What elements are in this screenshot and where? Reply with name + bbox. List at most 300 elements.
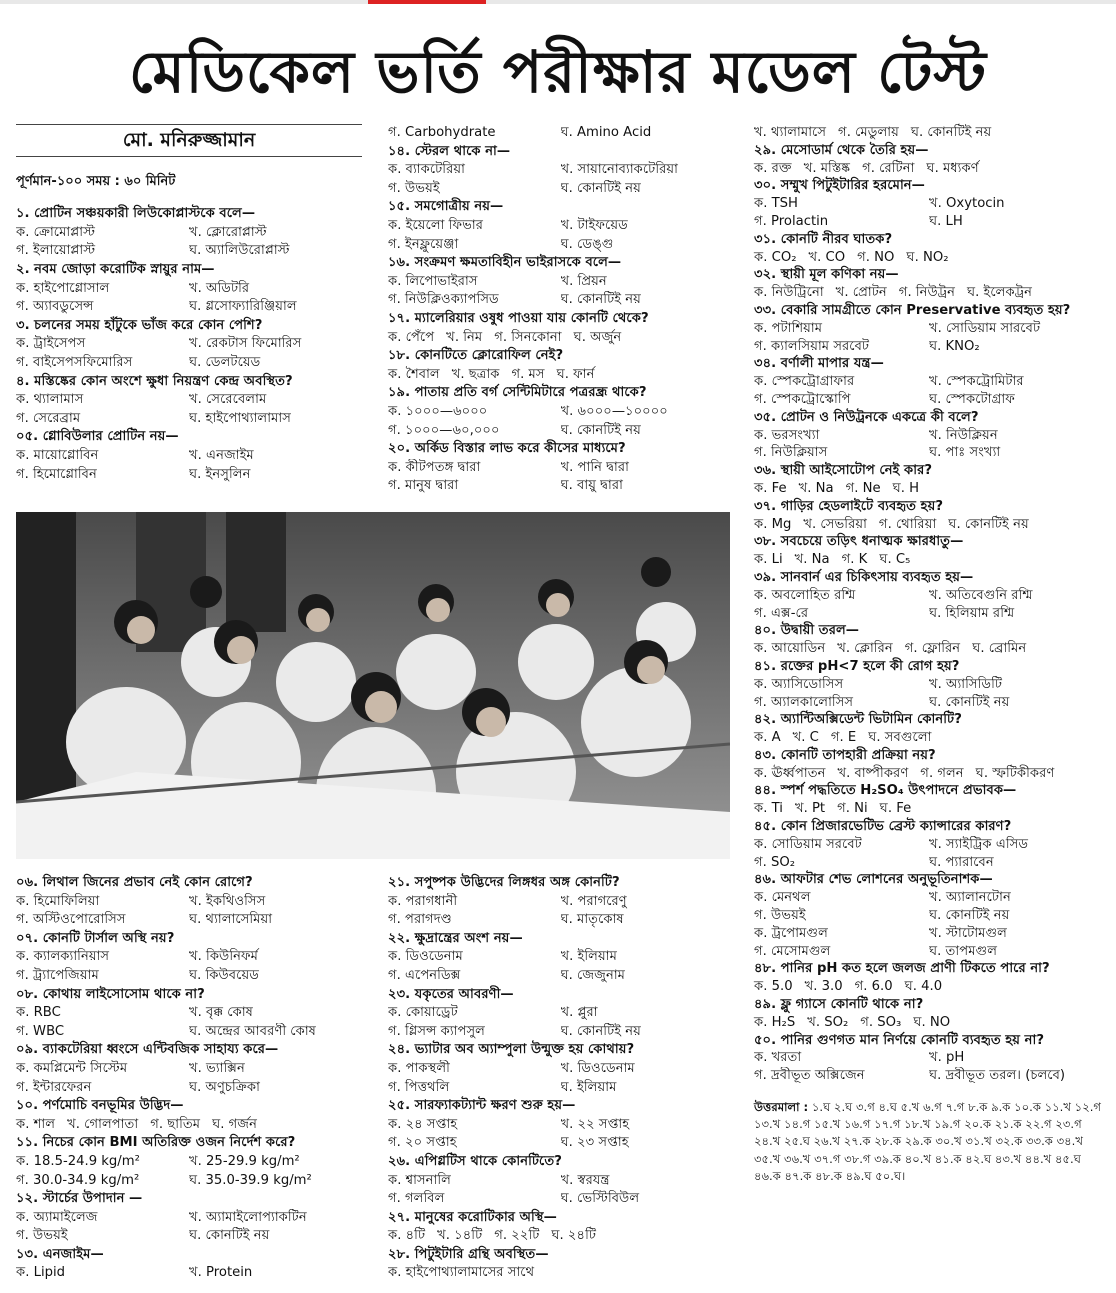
option: গ. E	[830, 730, 857, 746]
option-list	[388, 217, 733, 254]
option-list	[16, 1153, 362, 1190]
question-text: ৪৬. আফটার শেভ লোশনের অনুভূতিনাশক—	[754, 872, 993, 888]
question-text: ২৬. এপিগ্লটিস থাকে কোনটিতে?	[388, 1153, 562, 1169]
option: গ. বাইসেপসফিমোরিস	[16, 354, 133, 370]
question-text: ২১. সপুষ্পক উদ্ভিদের লিঙ্গধর অঙ্গ কোনটি?	[388, 875, 620, 890]
option: ঘ. NO₂	[906, 249, 949, 265]
option: খ. স্যাইট্রিক এসিড	[929, 836, 1029, 852]
option: ক. Mg	[754, 516, 792, 532]
option: ঘ. স্ফটিকীকরণ	[975, 765, 1055, 781]
question-text: ১৭. ম্যালেরিয়ার ওষুধ পাওয়া যায় কোনটি থেকে?	[388, 310, 649, 326]
option-list	[388, 948, 733, 985]
author-name: মো. মনিরুজ্জামান	[122, 129, 256, 151]
option: খ. Protein	[189, 1265, 253, 1281]
option: গ. WBC	[16, 1023, 65, 1039]
option: খ. রেকটাস ফিমোরিস	[189, 336, 302, 352]
question-text: ১৫. সমগোত্রীয় নয়—	[388, 199, 504, 215]
option-list	[16, 1060, 362, 1097]
option: ক. Ti	[754, 801, 783, 817]
option: ক. কোয়াড্রেট	[388, 1005, 458, 1021]
option: খ. অতিবেগুনি রশ্মি	[929, 587, 1033, 603]
option-list	[754, 249, 1104, 267]
option: গ. ১০০০—৬০,০০০	[388, 422, 500, 438]
option: গ. এপেনডিক্স	[388, 967, 461, 983]
option-list	[16, 948, 362, 985]
option-list	[754, 480, 1104, 498]
option: ঘ. H	[892, 480, 920, 496]
option: খ. ইলিয়াম	[560, 949, 617, 965]
option: ঘ. সবগুলো	[868, 730, 932, 746]
option: ক. মেনথল	[754, 890, 811, 906]
option: ক. A	[754, 730, 781, 746]
option: গ. সিনকোনা	[494, 329, 562, 345]
question-item	[754, 231, 1104, 267]
option-list	[16, 1209, 362, 1246]
option: ঘ. কোনটিই নয়	[910, 125, 992, 140]
question-text: ৩৬. স্থায়ী আইসোটোপ নেই কার?	[754, 463, 932, 479]
question-item	[16, 317, 362, 373]
option: গ. K	[841, 552, 868, 568]
option: ক. শাল	[16, 1116, 56, 1132]
full-marks: পূর্ণমান-১০০ সময় : ৬০ মিনিট	[16, 173, 176, 189]
question-text: ৪০. উদ্বায়ী তরল—	[754, 623, 859, 639]
option-list	[754, 284, 1104, 302]
question-item	[754, 533, 1104, 569]
option: খ. কিউনিফর্ম	[189, 949, 258, 965]
option: খ. অ্যাসিডিটি	[929, 676, 1003, 692]
question-text: ৫০. পানির গুণগত মান নির্ণয়ে কোনটি ব্যবহৃত হয় না?	[754, 1032, 1044, 1048]
option: গ. মেসোমগুল	[754, 943, 831, 959]
question-item	[16, 1246, 362, 1283]
column-2-bottom	[388, 874, 733, 1283]
option: ঘ. 35.0-39.9 kg/m²	[189, 1172, 312, 1188]
option: ক. নিউট্রিনো	[754, 285, 824, 301]
option: খ. নিম	[446, 329, 483, 345]
option: গ. উভয়ই	[388, 180, 440, 196]
question-item	[754, 1032, 1104, 1085]
option-list	[16, 224, 362, 261]
question-text: ৩১. কোনটি নীরব ঘাতক?	[754, 231, 893, 247]
question-item	[754, 355, 1104, 408]
option: ক. মায়োগ্লোবিন	[16, 447, 99, 463]
option: গ. 30.0-34.9 kg/m²	[16, 1172, 140, 1188]
option: খ. সোডিয়াম সারবেট	[929, 320, 1041, 336]
option: ক. রক্ত	[754, 160, 792, 176]
option: ঘ. ২৪টি	[551, 1228, 597, 1244]
question-text: ৪৫. কোন প্রিজারভেটিভ ব্রেস্ট ক্যান্সারের কারণ?	[754, 819, 1012, 835]
question-item	[388, 310, 733, 347]
option-list	[388, 1060, 733, 1097]
option: খ. প্লুরা	[560, 1005, 598, 1021]
question-item	[754, 498, 1104, 534]
option: খ. SO₂	[807, 1014, 849, 1030]
option: গ. হিমোগ্লোবিন	[16, 466, 97, 482]
option: ক. ট্রপোমগুল	[754, 925, 828, 941]
option: ক. 5.0	[754, 979, 793, 995]
option: ক. ক্যালক্যানিয়াস	[16, 949, 110, 965]
option: ঘ. বায়ু দ্বারা	[560, 478, 623, 494]
option: ক. পরাগধানী	[388, 893, 458, 909]
option: ঘ. ইনসুলিন	[189, 466, 251, 482]
option: খ. প্রিয়ন	[560, 273, 607, 289]
option-list	[388, 366, 733, 385]
question-item	[388, 874, 733, 930]
option: খ. CO	[808, 249, 846, 265]
option: গ. ট্র্যাপেজিয়াম	[16, 967, 99, 983]
option: গ. Ne	[845, 480, 881, 496]
option: ঘ. কোনটিই নয়	[189, 1228, 270, 1244]
option: ঘ. ইলেকট্রন	[966, 285, 1032, 301]
option: খ. টাইফয়েড	[560, 217, 628, 233]
question-text: ৪৯. ফ্লু গ্যাসে কোনটি থাকে না?	[754, 997, 924, 1013]
question-item	[16, 1134, 362, 1190]
option-list	[388, 459, 733, 496]
option: ক. Fe	[754, 480, 787, 496]
option: খ. C	[792, 730, 819, 746]
question-text: ০৮. কোথায় লাইসোসোম থাকে না?	[16, 986, 205, 1002]
question-item	[754, 177, 1104, 230]
question-item	[754, 462, 1104, 498]
option-list	[754, 729, 1104, 747]
option-list	[754, 587, 1104, 623]
question-text: ১১. নিচের কোন BMI অতিরিক্ত ওজন নির্দেশ করে?	[16, 1135, 296, 1151]
option: ক. ট্রাইসেপস	[16, 336, 86, 352]
question-text: ৪৩. কোনটি তাপহারী প্রক্রিয়া নয়?	[754, 747, 936, 763]
option-list	[754, 160, 1104, 178]
option: ঘ. ভেস্টিবিউল	[560, 1191, 640, 1207]
option-list	[388, 1227, 733, 1246]
option: গ. দ্রবীভূত অক্সিজেন	[754, 1068, 865, 1084]
option-list	[754, 124, 1104, 142]
question-item	[16, 1041, 362, 1097]
option: খ. থ্যালামাসে	[754, 125, 827, 140]
question-text: ২০. অর্কিড বিস্তার লাভ করে কীসের মাধ্যমে?	[388, 441, 626, 457]
option: গ. ক্যালসিয়াম সরবেট	[754, 338, 870, 354]
question-text: ১৯. পাতায় প্রতি বর্গ সেন্টিমিটারে পত্ররন্ধ্র থাকে?	[388, 385, 647, 401]
question-item	[754, 996, 1104, 1032]
option: খ. স্বরযন্ত্র	[560, 1172, 610, 1188]
option: গ. সেরেব্রাম	[16, 410, 81, 426]
option-list	[388, 1172, 733, 1209]
option: গ. উভয়ই	[16, 1228, 68, 1244]
question-item	[16, 373, 362, 429]
option: গ. 6.0	[854, 979, 893, 995]
question-item	[388, 124, 733, 143]
answer-key-label: উত্তরমালা :	[754, 1100, 809, 1115]
option-list	[388, 403, 733, 440]
question-text: ৩৮. সবচেয়ে তড়িৎ ধনাত্মক ক্ষারধাতু—	[754, 534, 964, 550]
option: ঘ. পাঃ সংখ্যা	[929, 445, 1001, 461]
question-item	[388, 1209, 733, 1246]
question-text: ৪৮. পানির pH কত হলে জলজ প্রাণী টিকতে পারে না?	[754, 961, 1050, 977]
question-text: ৩৭. গাড়ির হেডলাইটে ব্যবহৃত হয়?	[754, 498, 944, 514]
option-list	[388, 161, 733, 198]
option: ক. ডিওডেনাম	[388, 949, 463, 965]
option-list	[754, 978, 1104, 996]
option: ঘ. প্যারাবেন	[929, 854, 994, 870]
question-text: ৩২. স্থায়ী মূল কণিকা নয়—	[754, 267, 899, 283]
option: ঘ. NO	[913, 1014, 951, 1030]
option: ক. Li	[754, 552, 783, 568]
option: ঘ. ব্রোমিন	[972, 641, 1027, 657]
question-item	[388, 254, 733, 310]
column-3	[754, 124, 1104, 1185]
option-list	[754, 195, 1104, 231]
question-item	[16, 1190, 362, 1246]
option-list	[388, 124, 733, 143]
question-item	[754, 818, 1104, 871]
option: ক. থ্যালামাস	[16, 392, 84, 408]
option: খ. Pt	[794, 801, 826, 817]
option: ক. CO₂	[754, 249, 797, 265]
question-item	[754, 124, 1104, 142]
option: ঘ. স্পেকটোগ্রাফ	[929, 391, 1015, 407]
option: ক. কমপ্লিমেন্ট সিস্টেম	[16, 1060, 128, 1076]
option: খ. pH	[929, 1050, 965, 1066]
option: ঘ. ডেঙ্গু	[560, 236, 614, 252]
option: খ. 25-29.9 kg/m²	[189, 1153, 300, 1169]
option: ঘ. KNO₂	[929, 338, 980, 354]
option: গ. ইন্টারফেরন	[16, 1079, 92, 1095]
option-list	[16, 280, 362, 317]
question-item	[754, 622, 1104, 658]
option: গ. ২২টি	[494, 1228, 540, 1244]
option: গ. ২০ সপ্তাহ	[388, 1135, 457, 1151]
option: ক. পাকস্থলী	[388, 1060, 450, 1076]
option: ঘ. ২৩ সপ্তাহ	[560, 1135, 629, 1151]
option: ক. অ্যাসিডোসিস	[754, 676, 844, 692]
page-title: মেডিকেল ভর্তি পরীক্ষার মডেল টেস্ট	[129, 38, 987, 106]
option: খ. ক্লোরোপ্লাস্ট	[189, 224, 267, 240]
question-item	[16, 986, 362, 1042]
option: ক. আয়োডিন	[754, 641, 826, 657]
question-text: ১৩. এনজাইম—	[16, 1246, 104, 1262]
option: খ. বৃক্ক কোষ	[189, 1005, 253, 1021]
option-list	[754, 676, 1104, 712]
question-item	[388, 440, 733, 496]
option: ক. হাইপোগ্লোসাল	[16, 280, 110, 296]
option: খ. স্টাটোমগুল	[929, 925, 1007, 941]
question-text: ৪২. অ্যান্টিঅক্সিডেন্ট ভিটামিন কোনটি?	[754, 712, 962, 728]
option-list	[754, 836, 1104, 872]
option: ঘ. কিউবয়েড	[189, 967, 259, 983]
option: খ. গোলপাতা	[67, 1116, 139, 1132]
question-text: ০৭. কোনটি টার্সাল অস্থি নয়?	[16, 930, 175, 946]
question-item	[388, 198, 733, 254]
option: ক. হিমোফিলিয়া	[16, 893, 100, 909]
question-text: ২৪. ভ্যাটার অব অ্যাম্পুলা উন্মুক্ত হয় কোথায়?	[388, 1042, 635, 1058]
option-list	[754, 1049, 1104, 1085]
top-strip-accent	[368, 0, 486, 4]
option-list	[754, 427, 1104, 463]
top-strip	[0, 0, 1116, 4]
option: ঘ. হাইপোথ্যালামাস	[189, 410, 291, 426]
question-text: ২৯. মেসোডার্ম থেকে তৈরি হয়—	[754, 142, 929, 158]
option-list	[754, 551, 1104, 569]
option: ঘ. তাপমগুল	[929, 943, 998, 959]
option: খ. মস্তিষ্ক	[803, 160, 851, 176]
option: খ. ৬০০০—১০০০০	[560, 403, 668, 419]
option: ঘ. অ্যালিউরোপ্লাস্ট	[189, 243, 290, 259]
author-box	[16, 124, 362, 157]
question-text: ৩০. সম্মুখ পিটুইটারির হরমোন—	[754, 178, 925, 194]
option: গ. ছাতিম	[150, 1116, 201, 1132]
option-list	[16, 335, 362, 372]
option: ক. Lipid	[16, 1265, 66, 1281]
question-text: ৪৪. স্পর্শ পদ্ধতিতে H₂SO₄ উৎপাদনে প্রভাবক—	[754, 783, 1017, 799]
question-item	[388, 143, 733, 199]
option: খ. অ্যালানটোন	[929, 890, 1011, 906]
option: ঘ. কোনটিই নয়	[560, 292, 641, 308]
option: গ. অ্যালকালোসিস	[754, 694, 854, 710]
option: খ. অ্যামাইলোপ্যাকটিন	[189, 1209, 307, 1225]
option: ঘ. মাতৃকোষ	[560, 912, 624, 928]
option: ক. সোডিয়াম সরবেট	[754, 836, 862, 852]
question-item	[754, 658, 1104, 711]
question-item	[388, 347, 733, 384]
column-1-top	[16, 122, 362, 484]
option-list	[388, 893, 733, 930]
question-item	[754, 302, 1104, 355]
option: গ. মেডুলায়	[838, 125, 899, 140]
option: ঘ. অন্দ্রের আবরণী কোষ	[189, 1023, 316, 1039]
question-item	[754, 569, 1104, 622]
option: ঘ. অর্জুন	[573, 329, 622, 345]
question-item	[16, 261, 362, 317]
question-text: ০৫. গ্লোবিউলার প্রোটিন নয়—	[16, 429, 179, 445]
question-item	[16, 205, 362, 261]
option: খ. পরাগরেণু	[560, 893, 627, 909]
question-item	[754, 711, 1104, 747]
option-list	[388, 329, 733, 348]
option: খ. নিউক্লিয়ন	[929, 427, 998, 443]
option: গ. Carbohydrate	[388, 125, 496, 140]
option-list	[754, 640, 1104, 658]
option: গ. থোরিয়া	[878, 516, 937, 532]
option: খ. ভ্যাক্সিন	[189, 1060, 245, 1076]
question-text: ২৩. যকৃতের আবরণী—	[388, 986, 514, 1002]
option: ঘ. দ্রবীভূত তরল। (চলবে)	[929, 1068, 1066, 1084]
option: ক. স্পেকট্রোগ্রাফার	[754, 374, 855, 390]
option: গ. এক্স-রে	[754, 605, 809, 621]
option: ক. শৈবাল	[388, 366, 440, 382]
option: গ. NO	[857, 249, 895, 265]
option: ঘ. গ্লসোফ্যারিঞ্জিয়াল	[189, 299, 297, 315]
question-item	[754, 871, 1104, 960]
option: গ. ইলায়োপ্লাস্ট	[16, 243, 96, 259]
question-item	[388, 1097, 733, 1153]
option: ক. 18.5-24.9 kg/m²	[16, 1153, 140, 1169]
option: গ. উভয়ই	[754, 908, 806, 924]
option-list	[754, 373, 1104, 409]
question-item	[754, 960, 1104, 996]
question-text: ৩৫. প্রোটন ও নিউট্রনকে একত্রে কী বলে?	[754, 409, 979, 425]
option-list	[388, 273, 733, 310]
option: খ. ক্লোরিন	[837, 641, 893, 657]
option: ক. ক্রোমোপ্লাস্ট	[16, 224, 96, 240]
question-text: ৪১. রক্তের pH<7 হলে কী রোগ হয়?	[754, 658, 960, 674]
question-item	[16, 428, 362, 484]
option: ঘ. 4.0	[904, 979, 943, 995]
question-item	[754, 142, 1104, 178]
column-2-top	[388, 124, 733, 496]
option-list	[754, 800, 1104, 818]
option: গ. অস্টিওপোরোসিস	[16, 912, 126, 928]
option-list	[16, 447, 362, 484]
option: খ. ডিওডেনাম	[560, 1060, 635, 1076]
option-list	[754, 889, 1104, 960]
question-text: ৩৯. সানবার্ন এর চিকিৎসায় ব্যবহৃত হয়—	[754, 569, 974, 585]
question-item	[754, 266, 1104, 302]
question-item	[388, 384, 733, 440]
question-text: ২৫. সারফ্যাকট্যান্ট ক্ষরণ শুরু হয়—	[388, 1098, 576, 1114]
option: ক. ভরসংখ্যা	[754, 427, 820, 443]
option: ক. কীটপতঙ্গ দ্বারা	[388, 459, 481, 475]
option-list	[16, 1004, 362, 1041]
option: ক. পেঁপে	[388, 329, 435, 345]
option-list	[754, 1014, 1104, 1032]
option: ঘ. থ্যালাসেমিয়া	[189, 912, 273, 928]
option: গ. রেটিনা	[862, 160, 915, 176]
option-list	[754, 516, 1104, 534]
question-text: ২৭. মানুষের করোটিকার অস্থি—	[388, 1209, 557, 1225]
option: গ. স্পেকট্রোস্কোপি	[754, 391, 851, 407]
option: খ. সেরেবেলাম	[189, 392, 267, 408]
option: ক. পটাশিয়াম	[754, 320, 823, 336]
option: গ. Prolactin	[754, 213, 829, 229]
question-item	[16, 1097, 362, 1134]
option: ঘ. Amino Acid	[560, 125, 652, 140]
option: ক. TSH	[754, 196, 798, 212]
option: ঘ. হিলিয়াম রশ্মি	[929, 605, 1015, 621]
option: ঘ. ইলিয়াম	[560, 1079, 617, 1095]
option: ঘ. কোনটিই নয়	[929, 908, 1010, 924]
question-item	[754, 409, 1104, 462]
question-text: ৩৩. বেকারি সামগ্রীতে কোন Preservative ব্যবহৃত হয়?	[754, 302, 1071, 318]
answer-key-text: ১.ঘ ২.ঘ ৩.গ ৪.ঘ ৫.খ ৬.গ ৭.গ ৮.ক ৯.ক ১০.ক ১১.খ ১২.গ ১৩.খ ১৪.গ ১৫.খ ১৬.গ ১৭.গ ১৮.খ ১৯.গ ২০.ক ২১.ক ২২.গ ২৩.গ ২৪.খ ২৫.ঘ ২৬.খ ২৭.ক ২৮.ক ২৯.ক ৩০.খ ৩১.খ ৩২.ক ৩৩.ক ৩৪.খ ৩৫.খ ৩৬.খ ৩৭.গ ৩৮.গ ৩৯.ক ৪০.খ ৪১.ক ৪২.ঘ ৪৩.খ ৪৪.খ ৪৫.ঘ ৪৬.ক ৪৭.ক ৪৮.ক ৪৯.ঘ ৫০.ঘ।	[754, 1100, 1102, 1183]
option: ঘ. C₅	[879, 552, 911, 568]
option: গ. গ্লিসন্স ক্যাপসুল	[388, 1023, 486, 1039]
option-list	[754, 765, 1104, 783]
option: খ. ইকথিওসিস	[189, 893, 266, 909]
option: ক. লিপোভাইরাস	[388, 273, 478, 289]
option: ঘ. ফার্ন	[556, 366, 595, 382]
classroom-photo	[16, 512, 730, 859]
question-item	[388, 1041, 733, 1097]
option: ঘ. কোনটিই নয়	[560, 180, 641, 196]
option: খ. বাষ্পীকরণ	[837, 765, 909, 781]
option: খ. স্পেকট্রোমিটার	[929, 374, 1024, 390]
option-list	[16, 893, 362, 930]
option: গ. SO₂	[754, 854, 796, 870]
question-text: ৩. চলনের সময় হাঁটুকে ভাঁজ করে কোন পেশি?	[16, 317, 263, 333]
option: গ. নিউক্লিওক্যাপসিড	[388, 292, 499, 308]
option: গ. ফ্লোরিন	[904, 641, 961, 657]
option: খ. পানি দ্বারা	[560, 459, 629, 475]
option: ঘ. কোনটিই নয়	[948, 516, 1029, 532]
option: গ. মানুষ দ্বারা	[388, 478, 459, 494]
question-text: ১২. স্টার্চের উপাদান —	[16, 1191, 143, 1207]
option-list	[388, 1004, 733, 1041]
option: গ. পরাগদণ্ড	[388, 912, 452, 928]
option: ক. হাইপোথ্যালামাসের সাথে	[388, 1265, 535, 1281]
question-text: ২৮. পিটুইটারি গ্রন্থি অবস্থিত—	[388, 1246, 549, 1262]
option: ক. শ্বাসনালি	[388, 1172, 451, 1188]
option: ঘ. কোনটিই নয়	[560, 422, 641, 438]
question-text: ৩৪. বর্ণালী মাপার যন্ত্র—	[754, 356, 884, 372]
option-list	[16, 1264, 362, 1283]
option: গ. ইনফ্লুয়েঞ্জা	[388, 236, 459, 252]
